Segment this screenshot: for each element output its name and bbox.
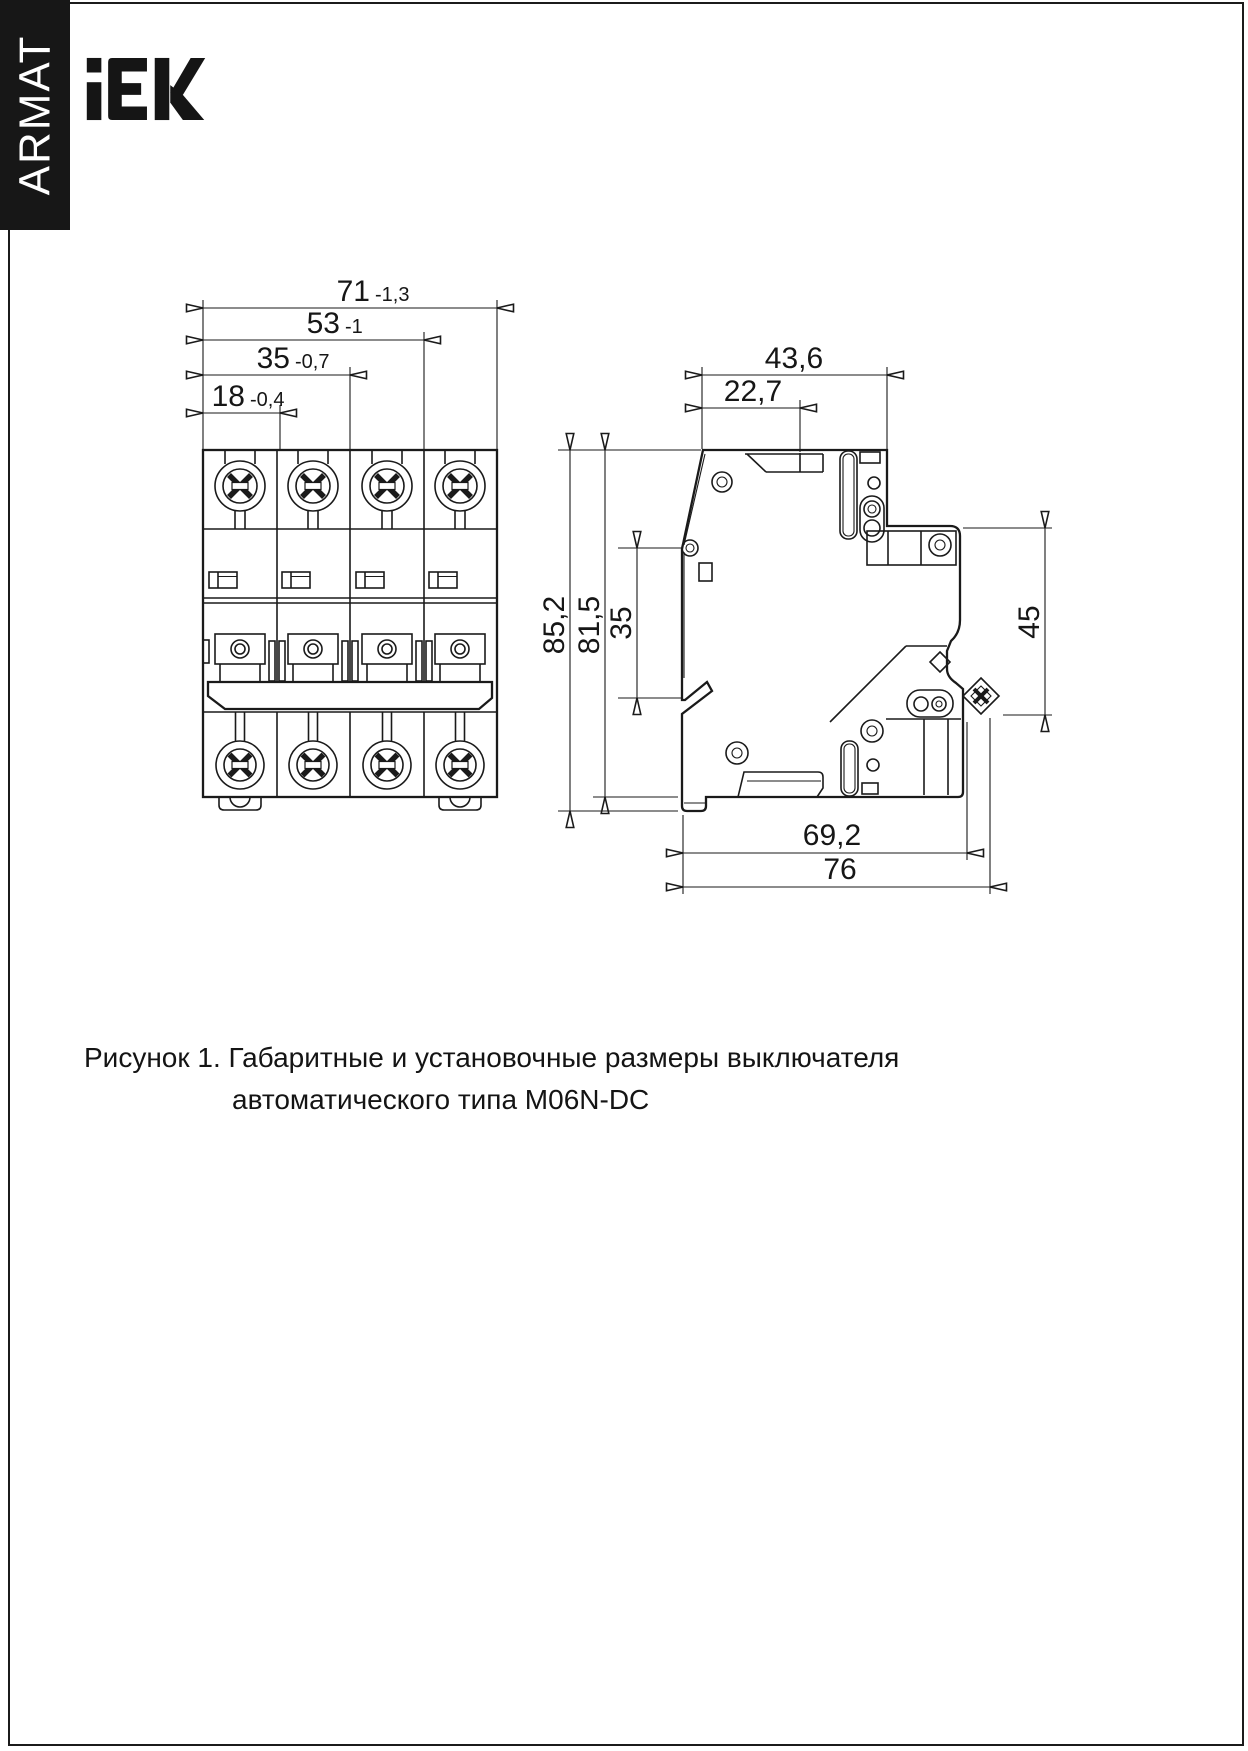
side-dim-76: 76 — [823, 853, 857, 886]
armat-banner-label: ARMAT — [10, 34, 60, 196]
front-dim-71-tolerance: -1,3 — [375, 284, 410, 306]
front-dim-53-value: 53 — [306, 307, 340, 340]
figure-caption-line1: Рисунок 1. Габаритные и установочные размеры выключателя — [84, 1042, 900, 1073]
side-dim-45: 45 — [1013, 605, 1046, 639]
side-dim-35: 35 — [605, 606, 638, 640]
front-dim-53-tolerance: -1 — [345, 316, 363, 338]
side-view-drawing — [538, 342, 1052, 894]
front-view-drawing — [203, 275, 497, 810]
front-dim-35-value: 35 — [256, 342, 290, 375]
armat-brand-banner — [0, 0, 70, 230]
side-dim-69-2: 69,2 — [802, 819, 862, 852]
figure-caption-line2: автоматического типа M06N-DC — [232, 1084, 650, 1115]
front-dim-18-tolerance: -0,4 — [250, 389, 285, 411]
front-dim-18-value: 18 — [211, 380, 245, 413]
side-dim-43-6: 43,6 — [764, 342, 824, 375]
figure-caption — [84, 1042, 904, 1116]
side-dim-85-2: 85,2 — [538, 595, 571, 655]
side-dim-81-5: 81,5 — [573, 595, 606, 655]
front-dim-71-value: 71 — [336, 275, 370, 308]
side-dim-22-7: 22,7 — [723, 375, 783, 408]
front-dim-35-tolerance: -0,7 — [295, 351, 330, 373]
iek-logo — [86, 56, 206, 122]
